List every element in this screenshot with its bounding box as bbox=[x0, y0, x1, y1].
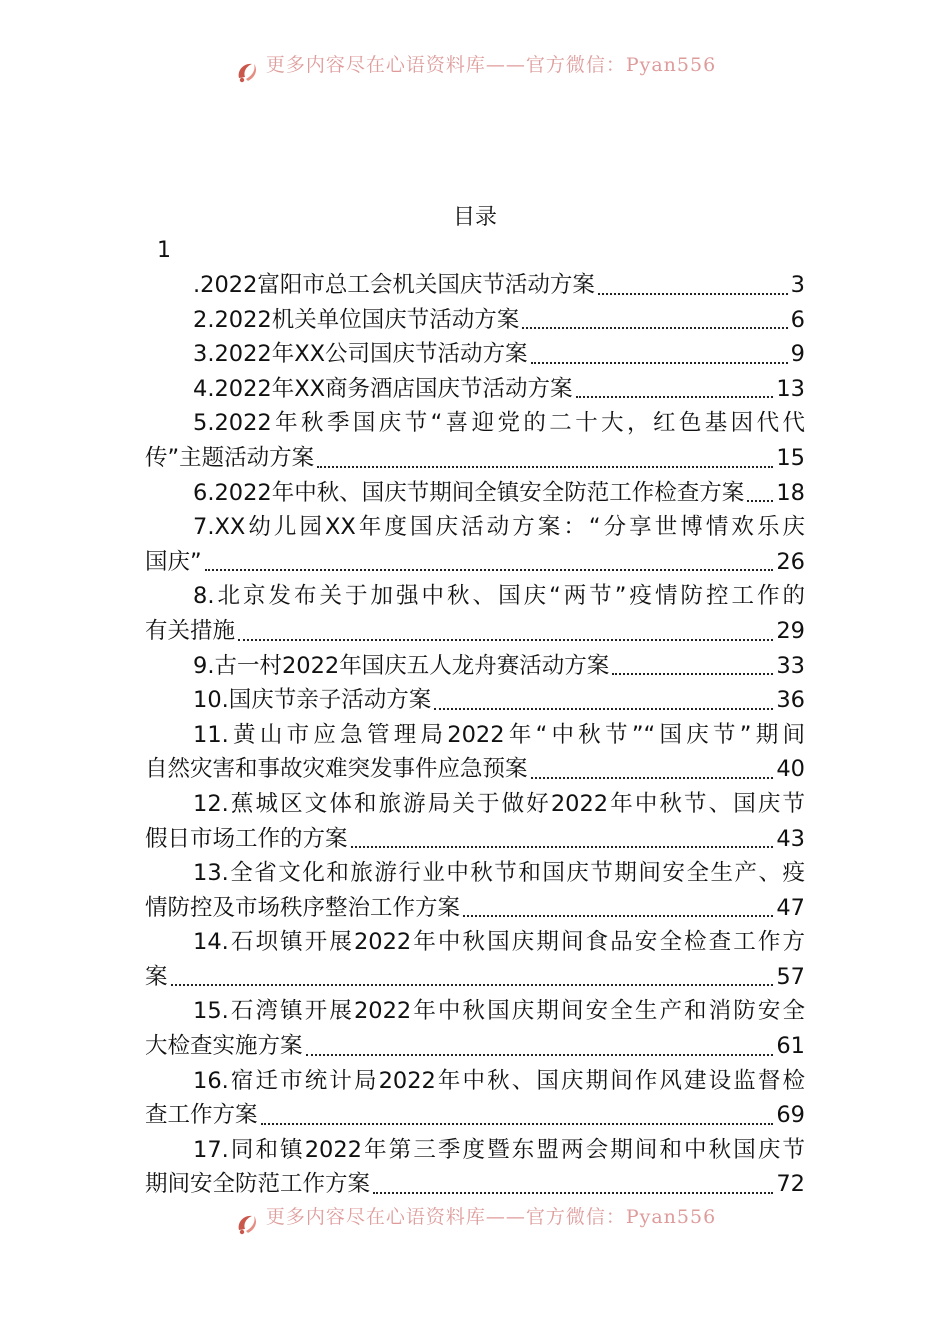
toc-entry[interactable] bbox=[145, 856, 805, 925]
toc-entry[interactable] bbox=[145, 268, 805, 303]
dot-leader bbox=[531, 777, 774, 779]
toc-entry-title: 15.石湾镇开展2022年中秋国庆期间安全生产和消防安全 bbox=[193, 998, 805, 1025]
toc-entry-title: 2.2022机关单位国庆节活动方案 bbox=[193, 306, 520, 333]
toc-entry-title: 7.XX幼儿园XX年度国庆活动方案：“分享世博情欢乐庆 bbox=[193, 514, 805, 541]
toc-page-number: 57 bbox=[776, 963, 805, 990]
dot-leader bbox=[373, 1192, 773, 1194]
watermark-text: 更多内容尽在心语资料库——官方微信：Pyan556 bbox=[265, 1206, 717, 1228]
toc-entry-title: 5.2022年秋季国庆节“喜迎党的二十大，红色基因代代 bbox=[193, 410, 805, 437]
toc-entry-title: 14.石坝镇开展2022年中秋国庆期间食品安全检查工作方 bbox=[193, 929, 805, 956]
toc-page-number: 61 bbox=[776, 1033, 805, 1060]
toc-title: 目录 bbox=[452, 205, 497, 230]
toc-page-number: 18 bbox=[776, 479, 805, 506]
dot-leader bbox=[306, 1054, 774, 1056]
toc-entry-title: 4.2022年XX商务酒店国庆节活动方案 bbox=[193, 375, 573, 402]
toc-entry-title: 情防控及市场秩序整治工作方案 bbox=[145, 894, 461, 921]
toc-entry[interactable] bbox=[145, 406, 805, 475]
footer-watermark bbox=[0, 1206, 950, 1240]
toc-page-number: 72 bbox=[776, 1171, 805, 1198]
toc-entry[interactable] bbox=[145, 925, 805, 994]
toc-entry[interactable] bbox=[145, 683, 805, 718]
header-watermark bbox=[0, 54, 950, 88]
toc-entry-title: 6.2022年中秋、国庆节期间全镇安全防范工作检查方案 bbox=[193, 479, 745, 506]
dot-leader bbox=[171, 984, 774, 986]
toc-entry-title: .2022富阳市总工会机关国庆节活动方案 bbox=[193, 272, 595, 298]
toc-entry-title: 大检查实施方案 bbox=[145, 1033, 303, 1060]
toc-page-number: 6 bbox=[790, 306, 805, 333]
toc-page-number: 40 bbox=[776, 756, 805, 783]
toc-entry-title: 假日市场工作的方案 bbox=[145, 825, 348, 852]
dot-leader bbox=[598, 293, 788, 295]
toc-page-number: 36 bbox=[776, 687, 805, 714]
toc-page-number: 33 bbox=[776, 652, 805, 679]
watermark-text: 更多内容尽在心语资料库——官方微信：Pyan556 bbox=[265, 54, 717, 76]
toc-entry-title: 13.全省文化和旅游行业中秋节和国庆节期间安全生产、疫 bbox=[193, 860, 805, 887]
toc-entry-title: 9.古一村2022年国庆五人龙舟赛活动方案 bbox=[193, 652, 610, 679]
dot-leader bbox=[463, 915, 773, 917]
toc-entry[interactable] bbox=[145, 787, 805, 856]
toc-page-number: 13 bbox=[776, 375, 805, 402]
toc-entry-title: 传”主题活动方案 bbox=[145, 444, 315, 471]
toc-entry[interactable] bbox=[145, 1133, 805, 1202]
dot-leader bbox=[747, 500, 773, 502]
toc-entry-title: 17.同和镇2022年第三季度暨东盟两会期间和中秋国庆节 bbox=[193, 1136, 805, 1163]
dot-leader bbox=[317, 466, 773, 468]
table-of-contents bbox=[145, 268, 805, 1202]
dot-leader bbox=[522, 327, 787, 329]
toc-entry-title: 自然灾害和事故灾难突发事件应急预案 bbox=[145, 756, 528, 783]
toc-page-number: 43 bbox=[776, 825, 805, 852]
toc-entry-title: 国庆” bbox=[145, 548, 202, 575]
toc-index-label: 1 bbox=[157, 238, 171, 263]
toc-page-number: 26 bbox=[776, 548, 805, 575]
toc-entry-title: 3.2022年XX公司国庆节活动方案 bbox=[193, 341, 528, 368]
toc-entry-title: 16.宿迁市统计局2022年中秋、国庆期间作风建设监督检 bbox=[193, 1067, 805, 1094]
toc-page-number: 69 bbox=[776, 1102, 805, 1129]
toc-entry[interactable] bbox=[145, 476, 805, 511]
toc-entry[interactable] bbox=[145, 337, 805, 372]
toc-entry-title: 期间安全防范工作方案 bbox=[145, 1171, 371, 1198]
toc-page-number: 29 bbox=[776, 617, 805, 644]
dot-leader bbox=[351, 846, 774, 848]
toc-page-number: 47 bbox=[776, 894, 805, 921]
dot-leader bbox=[434, 708, 773, 710]
toc-entry-title: 查工作方案 bbox=[145, 1102, 258, 1129]
toc-entry-title: 案 bbox=[145, 963, 168, 990]
dot-leader bbox=[205, 569, 774, 571]
toc-entry[interactable] bbox=[145, 579, 805, 648]
toc-entry-title: 12.蕉城区文体和旅游局关于做好2022年中秋节、国庆节 bbox=[193, 790, 805, 817]
dot-leader bbox=[238, 639, 773, 641]
toc-entry[interactable] bbox=[145, 649, 805, 684]
toc-entry[interactable] bbox=[145, 510, 805, 579]
toc-page-number: 3 bbox=[790, 272, 805, 298]
toc-page-number: 9 bbox=[790, 341, 805, 368]
dot-leader bbox=[261, 1123, 774, 1125]
toc-entry-title: 8.北京发布关于加强中秋、国庆“两节”疫情防控工作的 bbox=[193, 583, 805, 610]
toc-entry[interactable] bbox=[145, 718, 805, 787]
toc-entry-title: 10.国庆节亲子活动方案 bbox=[193, 687, 432, 714]
toc-entry[interactable] bbox=[145, 994, 805, 1063]
dot-leader bbox=[576, 396, 774, 398]
toc-entry[interactable] bbox=[145, 303, 805, 338]
toc-page-number: 15 bbox=[776, 444, 805, 471]
logo-icon bbox=[234, 1210, 260, 1236]
toc-entry-title: 有关措施 bbox=[145, 617, 236, 644]
dot-leader bbox=[531, 362, 788, 364]
dot-leader bbox=[612, 673, 773, 675]
toc-entry[interactable] bbox=[145, 1064, 805, 1133]
toc-entry-title: 11.黄山市应急管理局2022年“中秋节”“国庆节”期间 bbox=[193, 721, 805, 748]
logo-icon bbox=[234, 58, 260, 84]
toc-entry[interactable] bbox=[145, 372, 805, 407]
